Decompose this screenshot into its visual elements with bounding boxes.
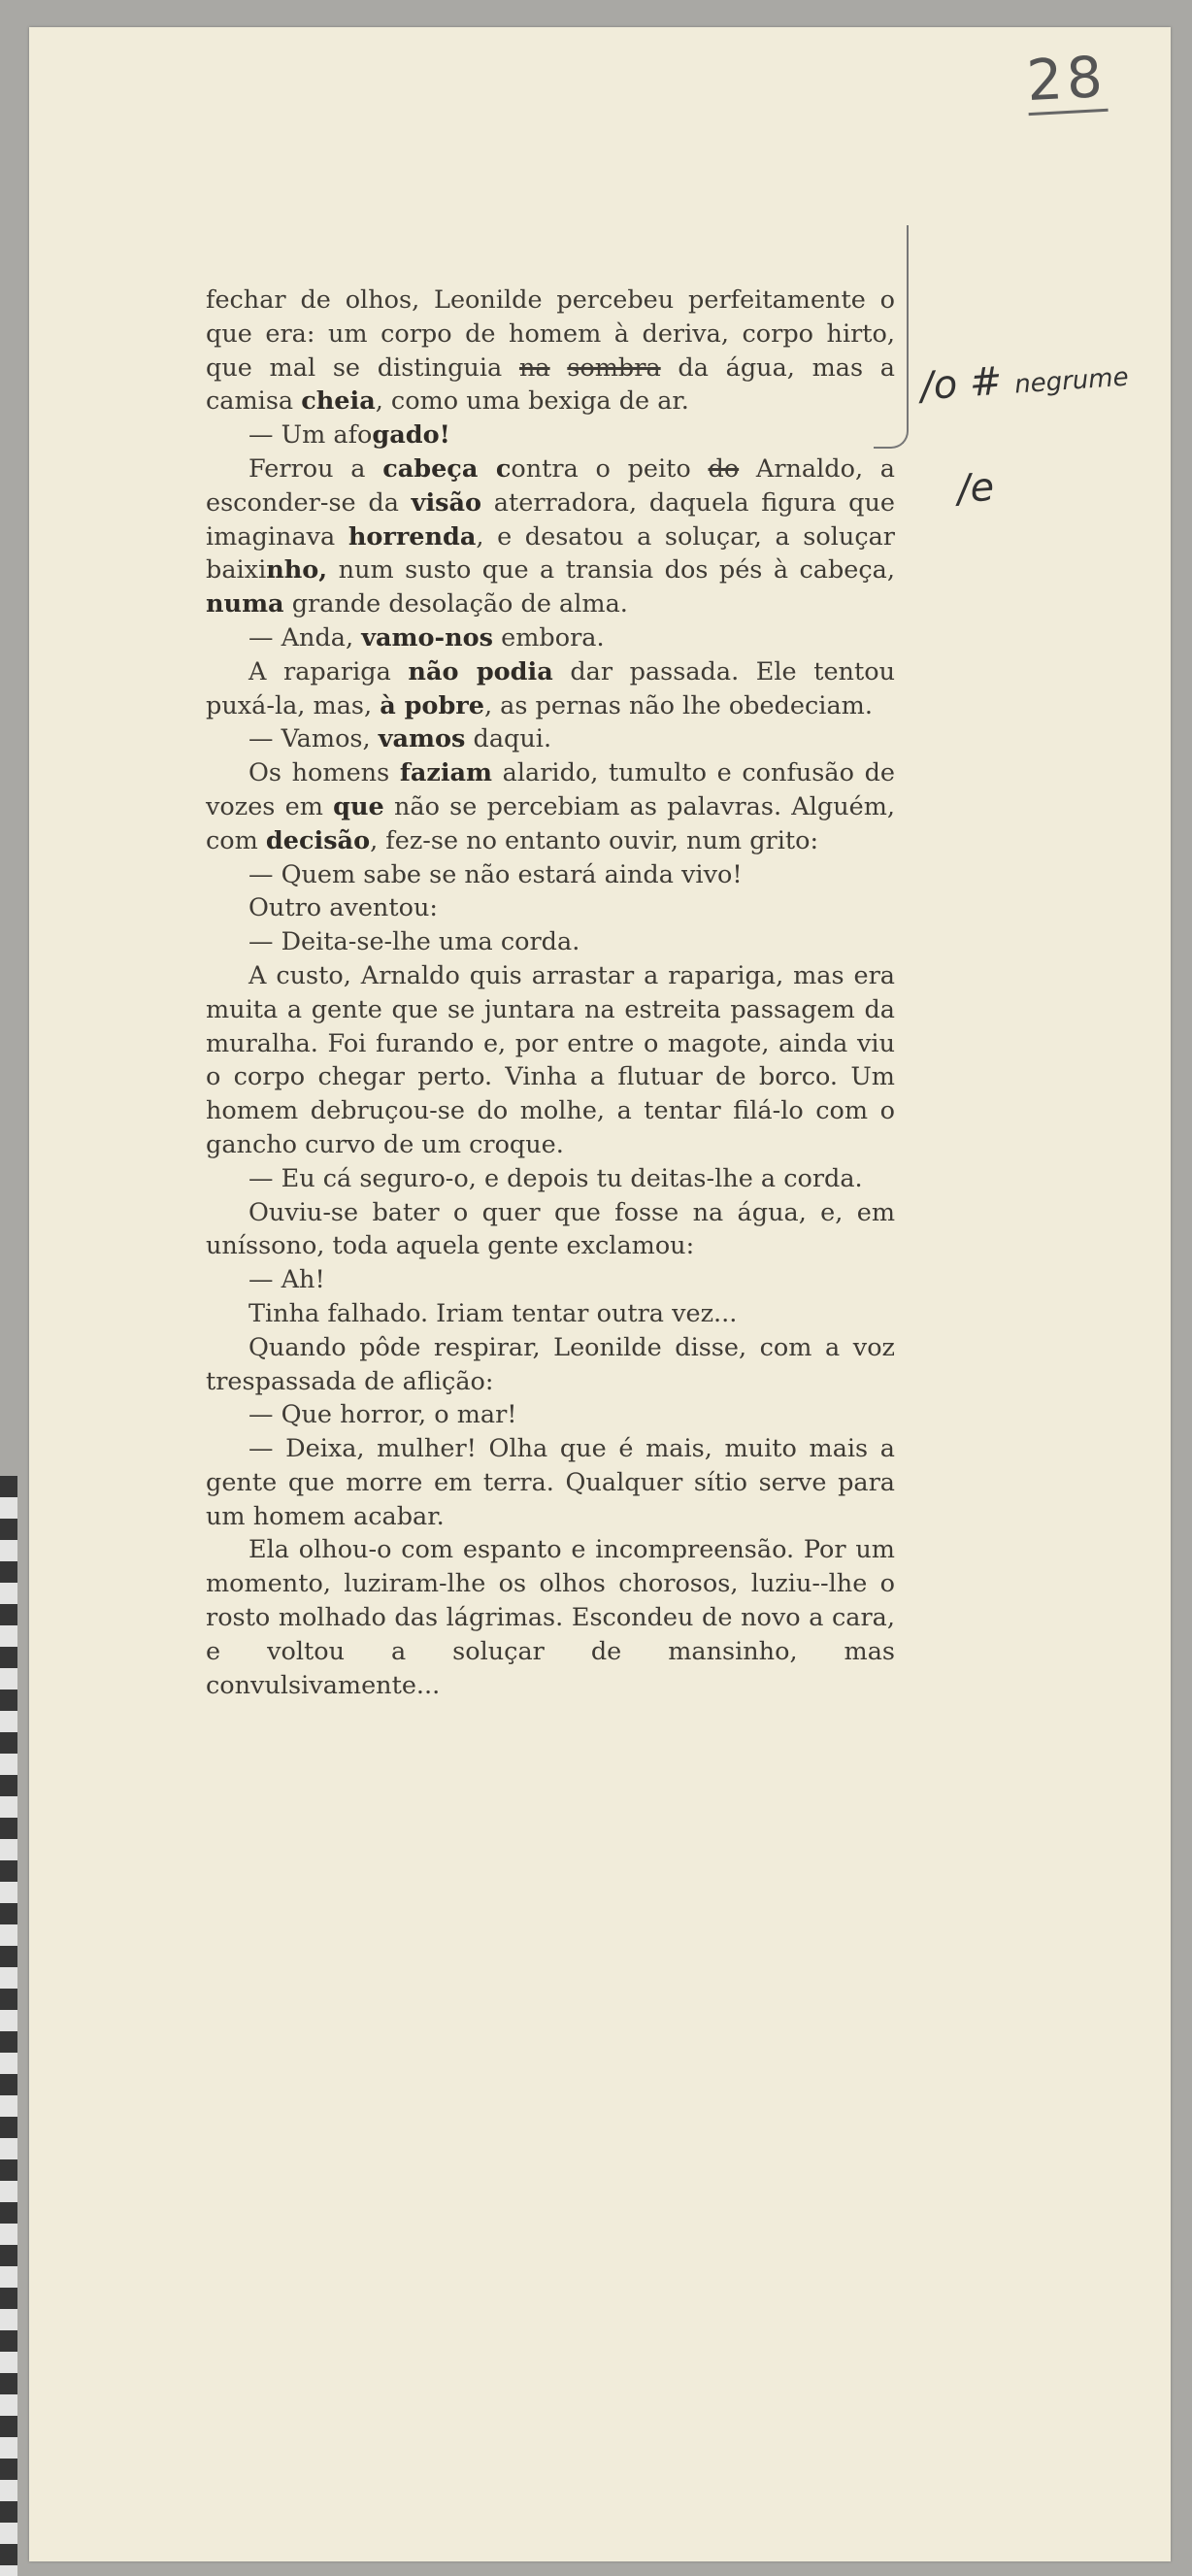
- paragraph: fechar de olhos, Leonilde percebeu perfeitamente o que era: um corpo de homem à deriva, corpo hirto, que mal se distinguia na sombra da água, mas a camisa cheia, como uma bexiga de ar.: [206, 285, 895, 417]
- paragraph: Ela olhou-o com espanto e incompreensão. Por um momento, luziram-lhe os olhos chorosos, luziu--lhe o rosto molhado das lágrimas. Escondeu de novo a cara, e voltou a soluçar de mansinho, mas convulsivamente...: [206, 1535, 895, 1700]
- paragraph: — Quem sabe se não estará ainda vivo!: [248, 859, 743, 889]
- margin-correction-symbol: /o #: [918, 358, 1004, 410]
- paragraph: A custo, Arnaldo quis arrastar a rapariga, mas era muita a gente que se juntara na estreita passagem da muralha. Foi furando e, por entre o magote, ainda viu o corpo chegar perto. Vinha a flutuar de borco. Um homem debruçou-se do molhe, a tentar filá-lo com o gancho curvo de um croque.: [206, 960, 895, 1159]
- page-number: 28: [1025, 43, 1109, 115]
- struck-word: sombra: [567, 352, 661, 383]
- struck-word: do: [708, 453, 740, 484]
- paragraph: Os homens faziam alarido, tumulto e confusão de vozes em que não se percebiam as palavras. Alguém, com decisão, fez-se no entanto ouvir, num grito:: [206, 758, 896, 855]
- paragraph: — Que horror, o mar!: [248, 1400, 517, 1430]
- paragraph: A rapariga não podia dar passada. Ele tentou puxá-la, mas, à pobre, as pernas não lhe obedeciam.: [206, 656, 896, 720]
- paragraph: Ferrou a cabeça contra o peito do Arnaldo, a esconder-se da visão aterradora, daquela figura que imaginava horrenda, e desatou a soluçar, a soluçar baixinho, num susto que a transia dos pés à cabeça, numa grande desolação de alma.: [206, 453, 896, 619]
- paragraph: — Deixa, mulher! Olha que é mais, muito mais a gente que morre em terra. Qualquer sítio serve para um homem acabar.: [206, 1434, 895, 1531]
- color-scale-ruler: [0, 1476, 17, 2576]
- paragraph: Tinha falhado. Iriam tentar outra vez...: [248, 1298, 738, 1328]
- struck-word: na: [518, 352, 550, 383]
- paragraph: — Anda, vamo-nos embora.: [248, 622, 605, 652]
- paragraph: — Um afogado!: [248, 420, 450, 451]
- margin-correction-2: /e: [955, 464, 996, 513]
- paragraph: Quando pôde respirar, Leonilde disse, com a voz trespassada de aflição:: [206, 1332, 895, 1396]
- paragraph: — Ah!: [248, 1265, 325, 1295]
- body-text: [206, 284, 895, 1702]
- paragraph: — Deita-se-lhe uma corda.: [248, 927, 580, 957]
- paragraph: Ouviu-se bater o quer que fosse na água, e, em uníssono, toda aquela gente exclamou:: [206, 1197, 895, 1261]
- paragraph: Outro aventou:: [248, 893, 438, 923]
- paragraph: — Vamos, vamos daqui.: [248, 724, 552, 754]
- paragraph: — Eu cá seguro-o, e depois tu deitas-lhe a corda.: [248, 1163, 863, 1193]
- margin-correction-word: negrume: [1013, 362, 1130, 400]
